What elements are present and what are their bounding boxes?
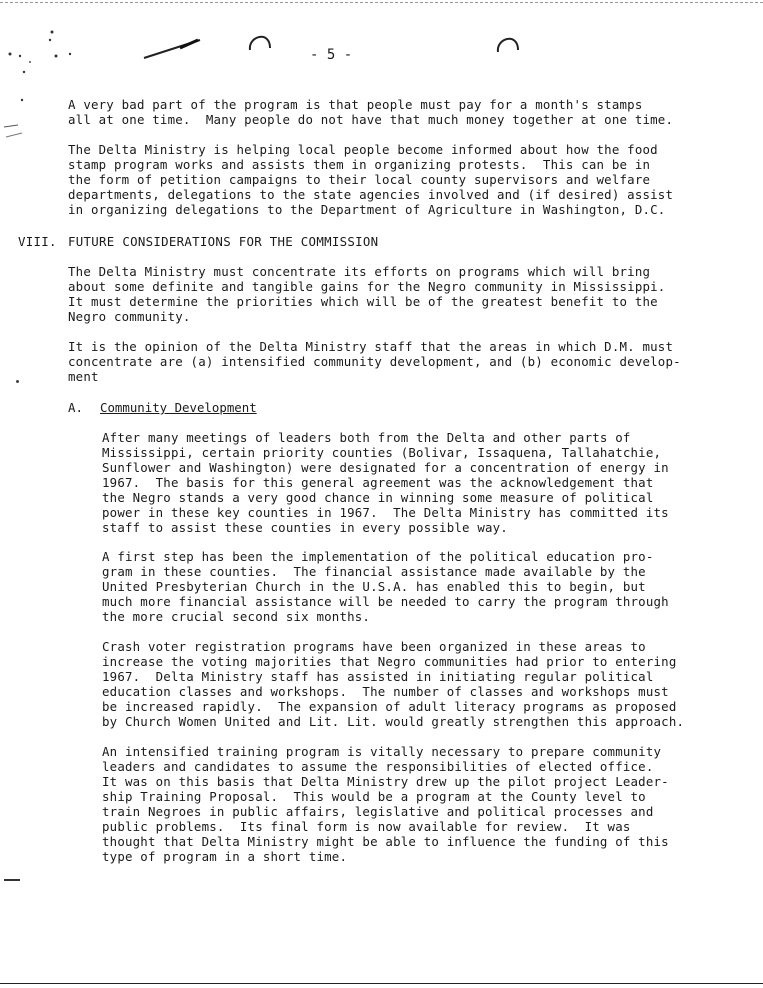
- punch-hole-right: [494, 30, 522, 60]
- paragraph-line: train Negroes in public affairs, legislative and political processes and: [102, 804, 654, 819]
- section-number: VIII.: [18, 234, 57, 249]
- paragraph-line: The Delta Ministry is helping local people become informed about how the food: [68, 142, 658, 157]
- paragraph-line: It is the opinion of the Delta Ministry staff that the areas in which D.M. must: [68, 339, 674, 354]
- paragraph-line: power in these key counties in 1967. The Delta Ministry has committed its: [102, 505, 669, 520]
- page-top-edge: [0, 2, 763, 3]
- paragraph-line: staff to assist these counties in every possible way.: [102, 520, 508, 535]
- paragraph-line: the more crucial second six months.: [102, 609, 371, 624]
- paragraph-line: After many meetings of leaders both from the Delta and other parts of: [102, 430, 631, 445]
- paragraph-line: 1967. Delta Ministry staff has assisted in initiating regular political: [102, 669, 654, 684]
- paragraph-line: A first step has been the implementation of the political education pro-: [102, 549, 654, 564]
- paragraph-line: Sunflower and Washington) were designated for a concentration of energy in: [102, 460, 669, 475]
- section-title: FUTURE CONSIDERATIONS FOR THE COMMISSION: [68, 234, 379, 249]
- paragraph-line: the Negro stands a very good chance in winning some measure of political: [102, 490, 654, 505]
- paragraph-line: education classes and workshops. The number of classes and workshops must: [102, 684, 669, 699]
- paragraph-line: ment: [68, 369, 99, 384]
- paragraph-line: United Presbyterian Church in the U.S.A. has enabled this to begin, but: [102, 579, 646, 594]
- pen-stroke-mark: [140, 34, 210, 64]
- page-bottom-edge: [0, 983, 763, 984]
- paragraph-line: by Church Women United and Lit. Lit. would greatly strengthen this approach.: [102, 714, 685, 729]
- subsection-title: Community Development: [100, 400, 257, 415]
- paragraph-line: increase the voting majorities that Negro communities had prior to entering: [102, 654, 677, 669]
- paragraph-line: about some definite and tangible gains for the Negro community in Mississippi.: [68, 279, 666, 294]
- paragraph-line: The Delta Ministry must concentrate its efforts on programs which will bring: [68, 264, 651, 279]
- paragraph-line: It was on this basis that Delta Ministry drew up the pilot project Leader-: [102, 774, 669, 789]
- margin-mark: [0, 115, 40, 145]
- margin-dash: [2, 872, 24, 886]
- paragraph-line: thought that Delta Ministry might be able to influence the funding of this: [102, 834, 669, 849]
- punch-hole-left: [246, 28, 274, 58]
- paragraph-line: It must determine the priorities which will be of the greatest benefit to the: [68, 294, 658, 309]
- paragraph-line: concentrate are (a) intensified community development, and (b) economic develop-: [68, 354, 681, 369]
- paragraph-line: leaders and candidates to assume the responsibilities of elected office.: [102, 759, 654, 774]
- paragraph-line: public problems. Its final form is now available for review. It was: [102, 819, 631, 834]
- paragraph-line: much more financial assistance will be needed to carry the program through: [102, 594, 669, 609]
- page-number: - 5 -: [310, 47, 353, 63]
- paragraph-line: all at one time. Many people do not have that much money together at one time.: [68, 112, 674, 127]
- paragraph-line: Crash voter registration programs have been organized in these areas to: [102, 639, 646, 654]
- paragraph-line: gram in these counties. The financial assistance made available by the: [102, 564, 646, 579]
- paragraph-line: Negro community.: [68, 309, 191, 324]
- paragraph-line: Mississippi, certain priority counties (Bolivar, Issaquena, Tallahatchie,: [102, 445, 662, 460]
- subsection-label: A.: [68, 400, 83, 415]
- paragraph-line: the form of petition campaigns to their local county supervisors and welfare: [68, 172, 651, 187]
- paragraph-line: An intensified training program is vitally necessary to prepare community: [102, 744, 662, 759]
- paragraph-line: stamp program works and assists them in organizing protests. This can be in: [68, 157, 651, 172]
- paragraph-line: in organizing delegations to the Department of Agriculture in Washington, D.C.: [68, 202, 666, 217]
- paragraph-line: be increased rapidly. The expansion of adult literacy programs as proposed: [102, 699, 677, 714]
- paragraph-line: type of program in a short time.: [102, 849, 348, 864]
- paragraph-line: departments, delegations to the state agencies involved and (if desired) assist: [68, 187, 674, 202]
- paragraph-line: A very bad part of the program is that people must pay for a month's stamps: [68, 97, 643, 112]
- margin-speck: [16, 380, 19, 383]
- paragraph-line: 1967. The basis for this general agreement was the acknowledgement that: [102, 475, 654, 490]
- paragraph-line: ship Training Proposal. This would be a program at the County level to: [102, 789, 646, 804]
